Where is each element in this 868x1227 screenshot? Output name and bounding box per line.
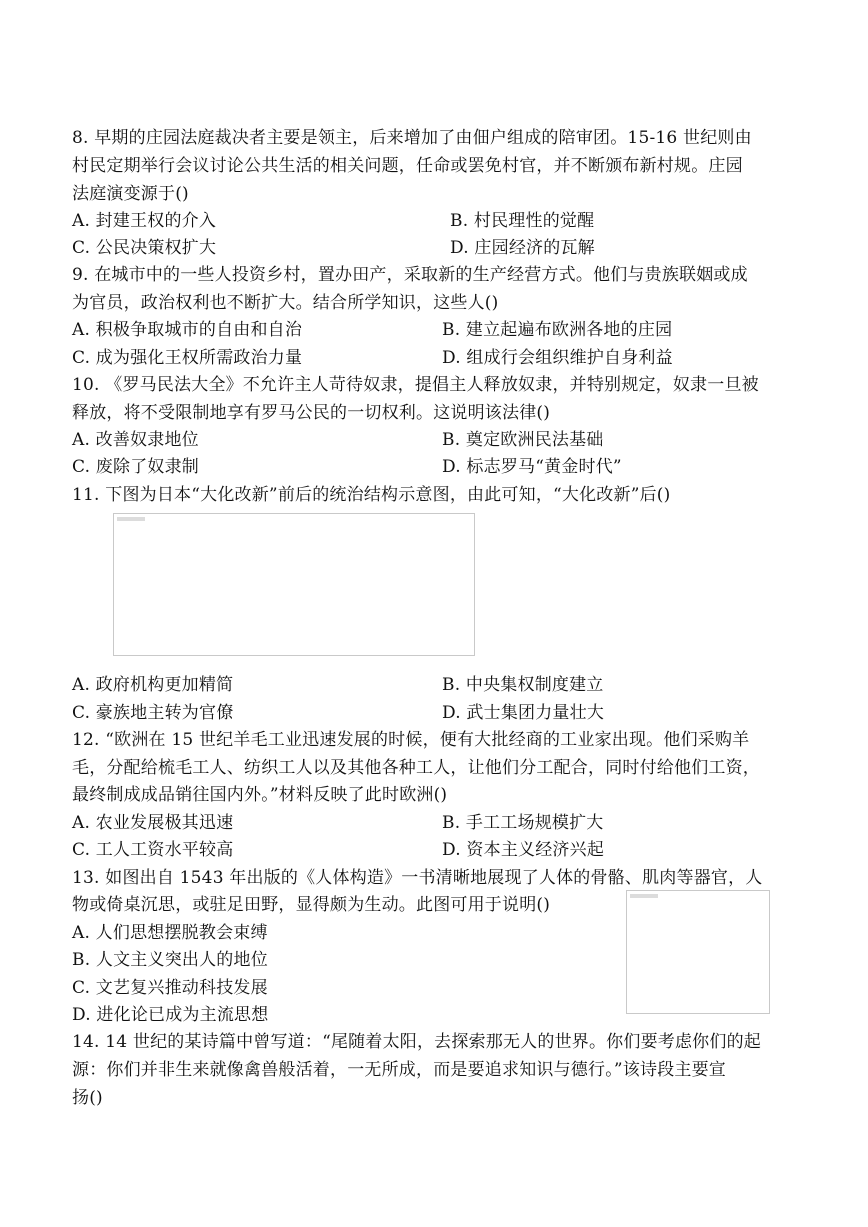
q11-figure-placeholder bbox=[113, 513, 475, 656]
q9-option-b: B. 建立起遍布欧洲各地的庄园 bbox=[442, 320, 673, 340]
q12-stem-line-2: 毛，分配给梳毛工人、纺织工人以及其他各种工人，让他们分工配合，同时付给他们工资， bbox=[72, 758, 760, 778]
q10-option-d: D. 标志罗马“黄金时代” bbox=[442, 457, 622, 477]
q8-stem-line-1: 8. 早期的庄园法庭裁决者主要是领主，后来增加了由佃户组成的陪审团。15-16 世纪则由 bbox=[72, 128, 752, 148]
q12-option-b: B. 手工工场规模扩大 bbox=[442, 813, 604, 833]
q9-option-a: A. 积极争取城市的自由和自治 bbox=[72, 320, 303, 340]
q8-stem-line-3: 法庭演变源于() bbox=[72, 184, 189, 204]
q10-option-b: B. 奠定欧洲民法基础 bbox=[442, 430, 604, 450]
q12-option-d: D. 资本主义经济兴起 bbox=[442, 840, 605, 860]
q13-option-d: D. 进化论已成为主流思想 bbox=[72, 1005, 269, 1025]
q12-option-c: C. 工人工资水平较高 bbox=[72, 840, 234, 860]
q11-stem-line-1: 11. 下图为日本“大化改新”前后的统治结构示意图，由此可知，“大化改新”后() bbox=[72, 485, 671, 505]
q9-stem-line-2: 为官员，政治权利也不断扩大。结合所学知识，这些人() bbox=[72, 293, 499, 313]
q8-option-c: C. 公民决策权扩大 bbox=[72, 238, 217, 258]
q8-option-b: B. 村民理性的觉醒 bbox=[450, 211, 595, 231]
q13-stem-line-1: 13. 如图出自 1543 年出版的《人体构造》一书清晰地展现了人体的骨骼、肌肉等器官，人 bbox=[72, 868, 763, 888]
q10-stem-line-2: 释放，将不受限制地享有罗马公民的一切权利。这说明该法律() bbox=[72, 403, 551, 423]
q11-option-c: C. 豪族地主转为官僚 bbox=[72, 703, 234, 723]
q12-stem-line-3: 最终制成成品销往国内外。”材料反映了此时欧洲() bbox=[72, 785, 448, 805]
image-thumbnail-icon bbox=[117, 517, 145, 521]
q14-stem-line-3: 扬() bbox=[72, 1088, 103, 1108]
q8-stem-line-2: 村民定期举行会议讨论公共生活的相关问题，任命或罢免村官，并不断颁布新村规。庄园 bbox=[72, 156, 743, 176]
q13-figure-placeholder bbox=[626, 890, 770, 1014]
image-thumbnail-icon bbox=[630, 894, 658, 898]
q11-option-d: D. 武士集团力量壮大 bbox=[442, 703, 605, 723]
q10-option-c: C. 废除了奴隶制 bbox=[72, 457, 200, 477]
q14-stem-line-2: 源：你们并非生来就像禽兽般活着，一无所成，而是要追求知识与德行。”该诗段主要宣 bbox=[72, 1060, 726, 1080]
q9-option-c: C. 成为强化王权所需政治力量 bbox=[72, 348, 303, 368]
q8-option-a: A. 封建王权的介入 bbox=[72, 211, 217, 231]
q13-option-c: C. 文艺复兴推动科技发展 bbox=[72, 978, 268, 998]
q10-stem-line-1: 10. 《罗马民法大全》不允许主人苛待奴隶，提倡主人释放奴隶，并特别规定，奴隶一旦被 bbox=[72, 375, 759, 395]
q11-option-b: B. 中央集权制度建立 bbox=[442, 675, 604, 695]
q14-stem-line-1: 14. 14 世纪的某诗篇中曾写道：“尾随着太阳，去探索那无人的世界。你们要考虑你们的起 bbox=[72, 1032, 761, 1052]
q9-stem-line-1: 9. 在城市中的一些人投资乡村，置办田产，采取新的生产经营方式。他们与贵族联姻或成 bbox=[72, 265, 748, 285]
q13-option-a: A. 人们思想摆脱教会束缚 bbox=[72, 923, 268, 943]
q11-option-a: A. 政府机构更加精简 bbox=[72, 675, 234, 695]
q10-option-a: A. 改善奴隶地位 bbox=[72, 430, 199, 450]
q8-option-d: D. 庄园经济的瓦解 bbox=[450, 238, 595, 258]
q12-stem-line-1: 12. “欧洲在 15 世纪羊毛工业迅速发展的时候，便有大批经商的工业家出现。他们采购羊 bbox=[72, 730, 750, 750]
q9-option-d: D. 组成行会组织维护自身利益 bbox=[442, 348, 673, 368]
q13-option-b: B. 人文主义突出人的地位 bbox=[72, 950, 268, 970]
q13-stem-line-2: 物或倚桌沉思，或驻足田野，显得颇为生动。此图可用于说明() bbox=[72, 895, 551, 915]
q12-option-a: A. 农业发展极其迅速 bbox=[72, 813, 234, 833]
